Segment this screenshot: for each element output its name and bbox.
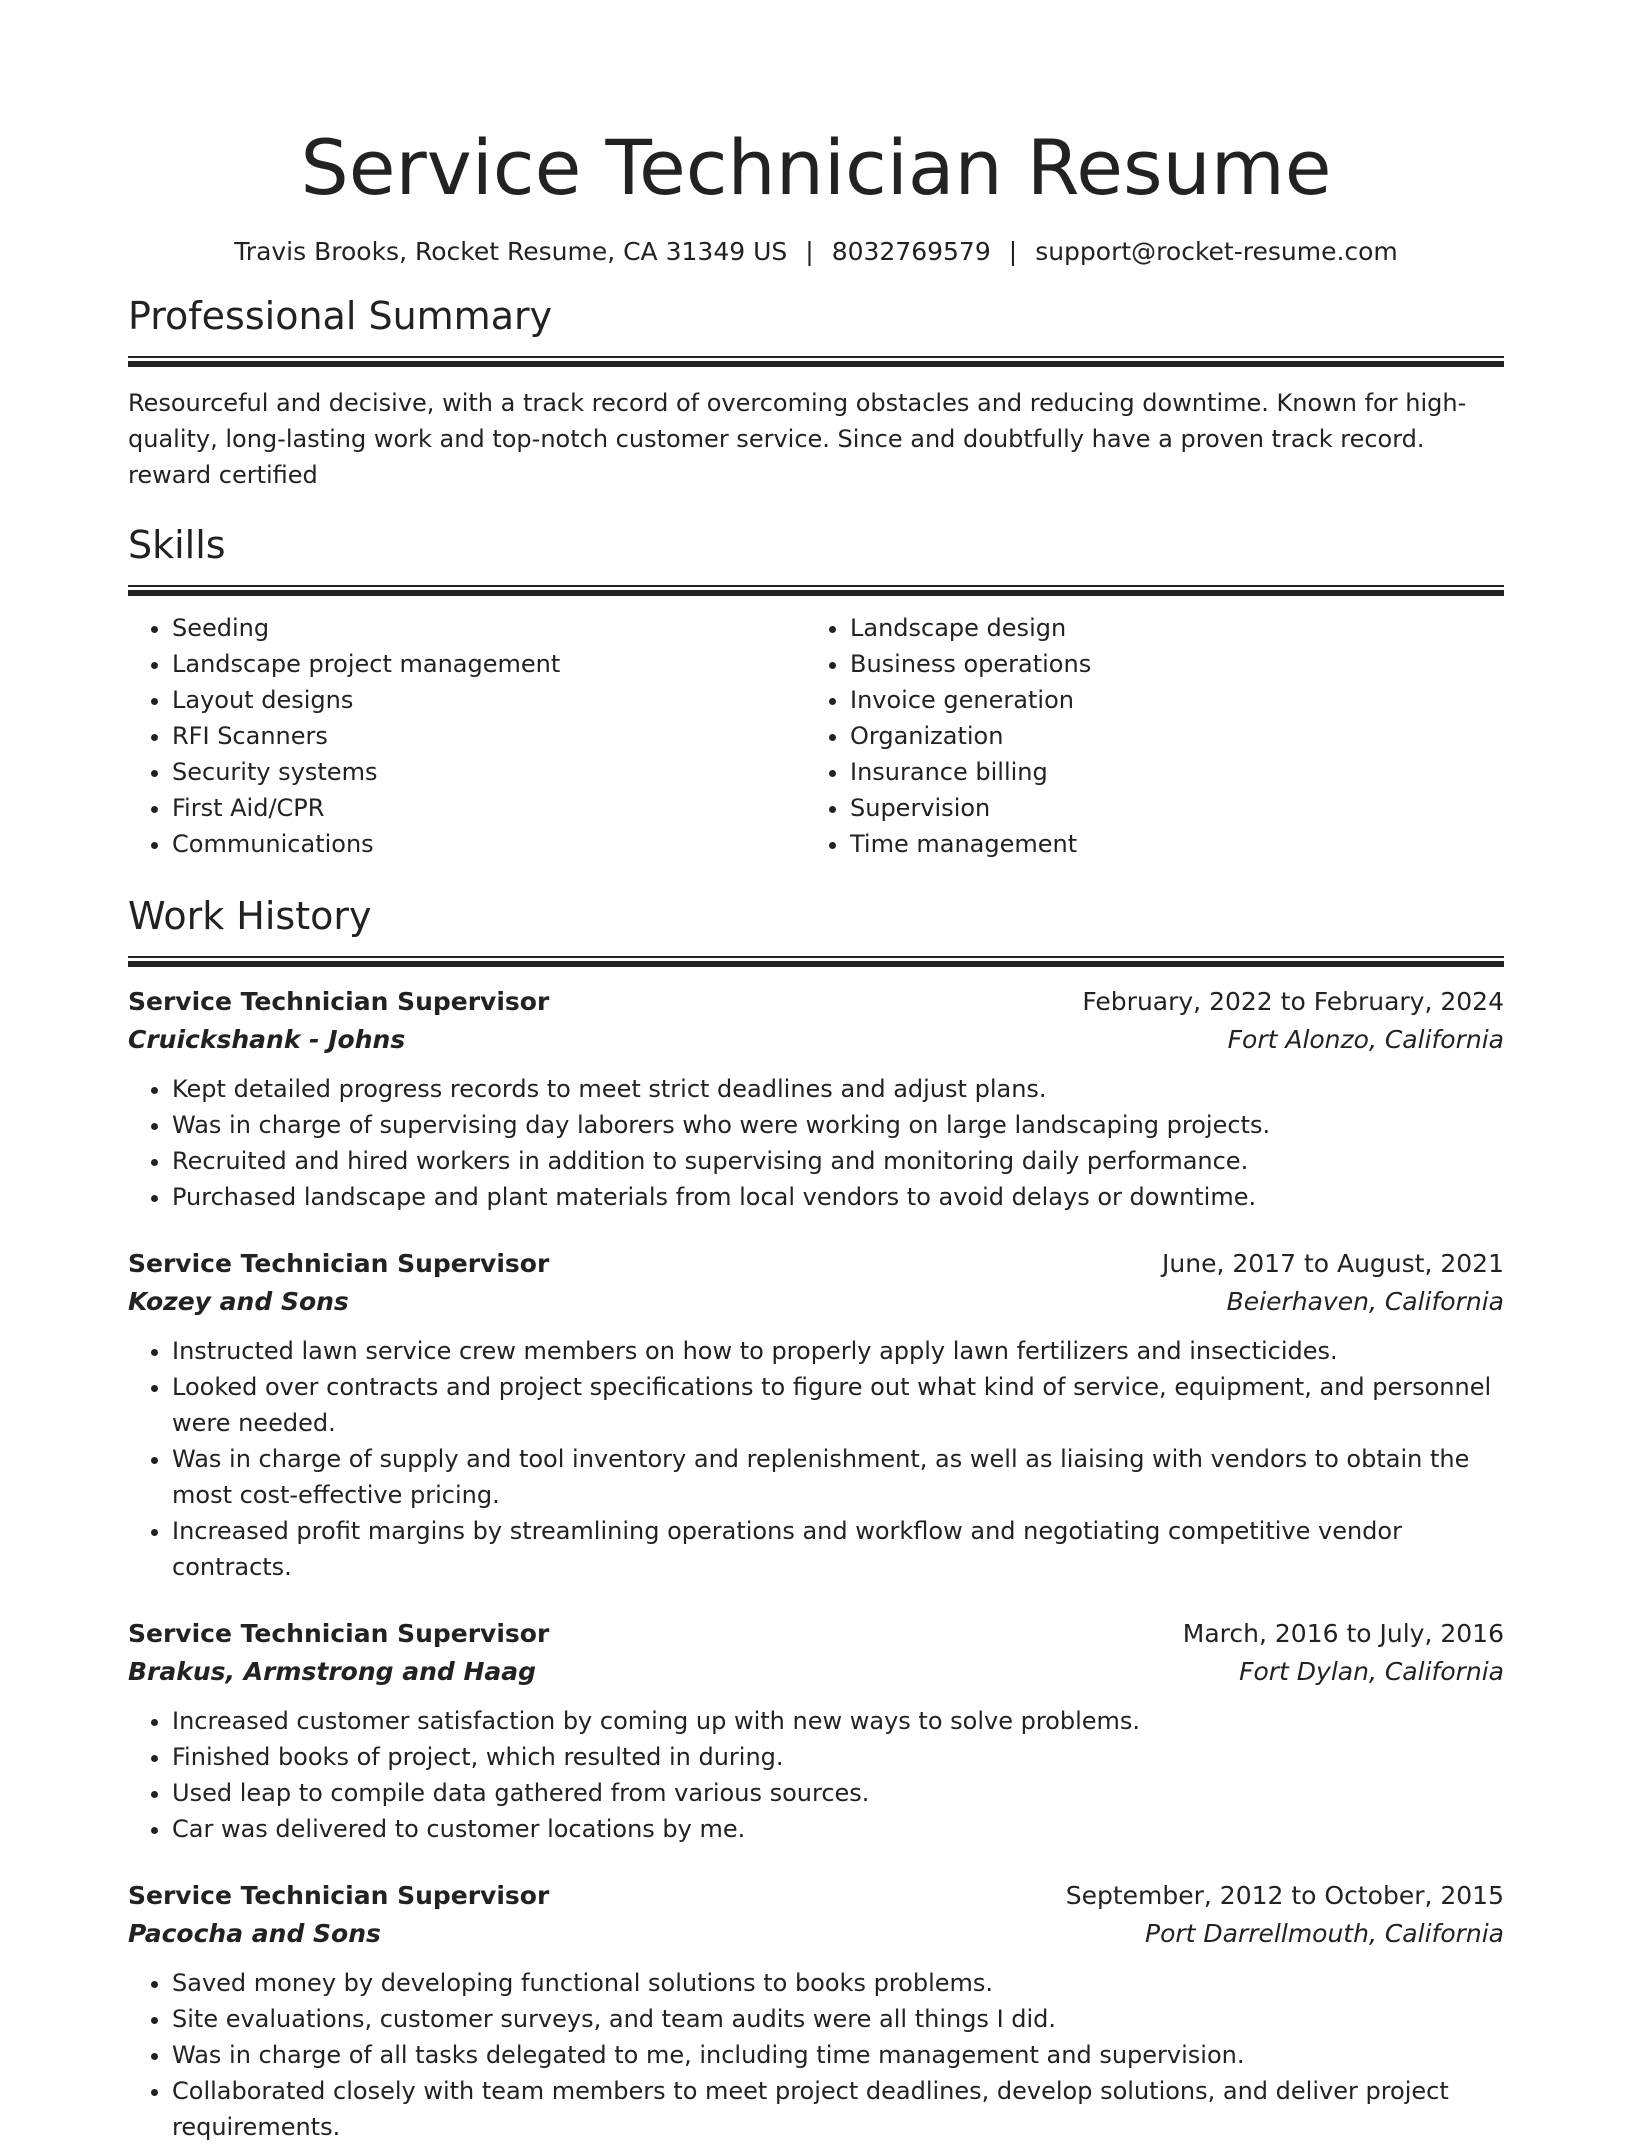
contact-separator: | xyxy=(805,237,814,266)
job-entry xyxy=(128,1245,1504,1585)
section-heading-summary: Professional Summary xyxy=(128,294,553,338)
section-divider xyxy=(128,956,1504,967)
section-divider xyxy=(128,356,1504,367)
job-company: Pacocha and Sons xyxy=(128,1919,381,1948)
skill-item: • Security systems xyxy=(172,754,806,790)
contact-email: support@rocket-resume.com xyxy=(1035,237,1398,266)
job-header xyxy=(128,983,1504,1021)
job-bullet: • Looked over contracts and project specifications to figure out what kind of service, equipment, and personnel were needed. xyxy=(172,1369,1504,1441)
section-heading-skills: Skills xyxy=(128,523,226,567)
job-dates: September, 2012 to October, 2015 xyxy=(1065,1881,1504,1910)
job-header xyxy=(128,1615,1504,1653)
resume-page xyxy=(128,0,1504,2145)
job-location: Beierhaven, California xyxy=(1226,1287,1504,1316)
skill-item: • Insurance billing xyxy=(850,754,1484,790)
job-bullets xyxy=(128,1333,1504,1585)
job-bullet: • Was in charge of all tasks delegated to me, including time management and supervision. xyxy=(172,2037,1504,2073)
job-entry xyxy=(128,983,1504,1215)
section-heading-work-history: Work History xyxy=(128,894,372,938)
page-title: Service Technician Resume xyxy=(300,123,1332,212)
job-dates: February, 2022 to February, 2024 xyxy=(1082,987,1504,1016)
job-subheader xyxy=(128,1915,1504,1953)
contact-phone: 8032769579 xyxy=(831,237,991,266)
job-entry xyxy=(128,1615,1504,1847)
job-bullet: • Collaborated closely with team members to meet project deadlines, develop solutions, and deliver project requirements. xyxy=(172,2073,1504,2145)
skills-section xyxy=(128,521,1504,862)
work-history-section xyxy=(128,892,1504,2145)
job-bullet: • Saved money by developing functional solutions to books problems. xyxy=(172,1965,1504,2001)
job-location: Fort Dylan, California xyxy=(1239,1657,1504,1686)
job-bullet: • Kept detailed progress records to meet strict deadlines and adjust plans. xyxy=(172,1071,1504,1107)
job-bullet: • Used leap to compile data gathered from various sources. xyxy=(172,1775,1504,1811)
job-company: Cruickshank - Johns xyxy=(128,1025,406,1054)
job-subheader xyxy=(128,1021,1504,1059)
contact-line xyxy=(128,234,1504,270)
job-entry xyxy=(128,1877,1504,2145)
job-bullet: • Finished books of project, which resulted in during. xyxy=(172,1739,1504,1775)
skill-item: • Seeding xyxy=(172,610,806,646)
summary-section xyxy=(128,292,1504,493)
skill-item: • Communications xyxy=(172,826,806,862)
job-bullet: • Purchased landscape and plant materials from local vendors to avoid delays or downtime. xyxy=(172,1179,1504,1215)
job-bullets xyxy=(128,1703,1504,1847)
skills-columns xyxy=(128,610,1504,862)
skill-item: • Business operations xyxy=(850,646,1484,682)
job-title: Service Technician Supervisor xyxy=(128,1249,550,1278)
job-dates: March, 2016 to July, 2016 xyxy=(1182,1619,1504,1648)
job-bullet: • Site evaluations, customer surveys, and team audits were all things I did. xyxy=(172,2001,1504,2037)
skills-list-left xyxy=(128,610,806,862)
job-bullet: • Increased customer satisfaction by coming up with new ways to solve problems. xyxy=(172,1703,1504,1739)
job-header xyxy=(128,1877,1504,1915)
job-company: Brakus, Armstrong and Haag xyxy=(128,1657,537,1686)
job-title: Service Technician Supervisor xyxy=(128,1881,550,1910)
job-bullets xyxy=(128,1071,1504,1215)
job-bullet: • Instructed lawn service crew members on how to properly apply lawn fertilizers and insecticides. xyxy=(172,1333,1504,1369)
contact-address: Travis Brooks, Rocket Resume, CA 31349 US xyxy=(234,237,788,266)
job-title: Service Technician Supervisor xyxy=(128,987,550,1016)
job-bullet: • Car was delivered to customer locations by me. xyxy=(172,1811,1504,1847)
skill-item: • First Aid/CPR xyxy=(172,790,806,826)
job-title: Service Technician Supervisor xyxy=(128,1619,550,1648)
skill-item: • Landscape design xyxy=(850,610,1484,646)
job-location: Port Darrellmouth, California xyxy=(1145,1919,1504,1948)
job-company: Kozey and Sons xyxy=(128,1287,349,1316)
skills-list-right xyxy=(806,610,1484,862)
summary-text: Resourceful and decisive, with a track record of overcoming obstacles and reducing downtime. Known for high-quality, long-lasting work and top-notch customer service. Since and doubtfully have a proven track record. reward certified xyxy=(128,389,1467,489)
contact-separator: | xyxy=(1008,237,1018,266)
job-bullet: • Recruited and hired workers in addition to supervising and monitoring daily performance. xyxy=(172,1143,1504,1179)
job-bullet: • Was in charge of supply and tool inventory and replenishment, as well as liaising with vendors to obtain the most cost-effective pricing. xyxy=(172,1441,1504,1513)
job-location: Fort Alonzo, California xyxy=(1227,1025,1504,1054)
skill-item: • Landscape project management xyxy=(172,646,806,682)
job-bullet: • Increased profit margins by streamlining operations and workflow and negotiating competitive vendor contracts. xyxy=(172,1513,1504,1585)
skill-item: • Layout designs xyxy=(172,682,806,718)
skill-item: • Organization xyxy=(850,718,1484,754)
skill-item: • Invoice generation xyxy=(850,682,1484,718)
job-header xyxy=(128,1245,1504,1283)
job-dates: June, 2017 to August, 2021 xyxy=(1162,1249,1504,1278)
job-bullet: • Was in charge of supervising day laborers who were working on large landscaping projects. xyxy=(172,1107,1504,1143)
section-divider xyxy=(128,585,1504,596)
skill-item: • Supervision xyxy=(850,790,1484,826)
skill-item: • Time management xyxy=(850,826,1484,862)
job-subheader xyxy=(128,1283,1504,1321)
job-subheader xyxy=(128,1653,1504,1691)
job-bullets xyxy=(128,1965,1504,2145)
skill-item: • RFI Scanners xyxy=(172,718,806,754)
